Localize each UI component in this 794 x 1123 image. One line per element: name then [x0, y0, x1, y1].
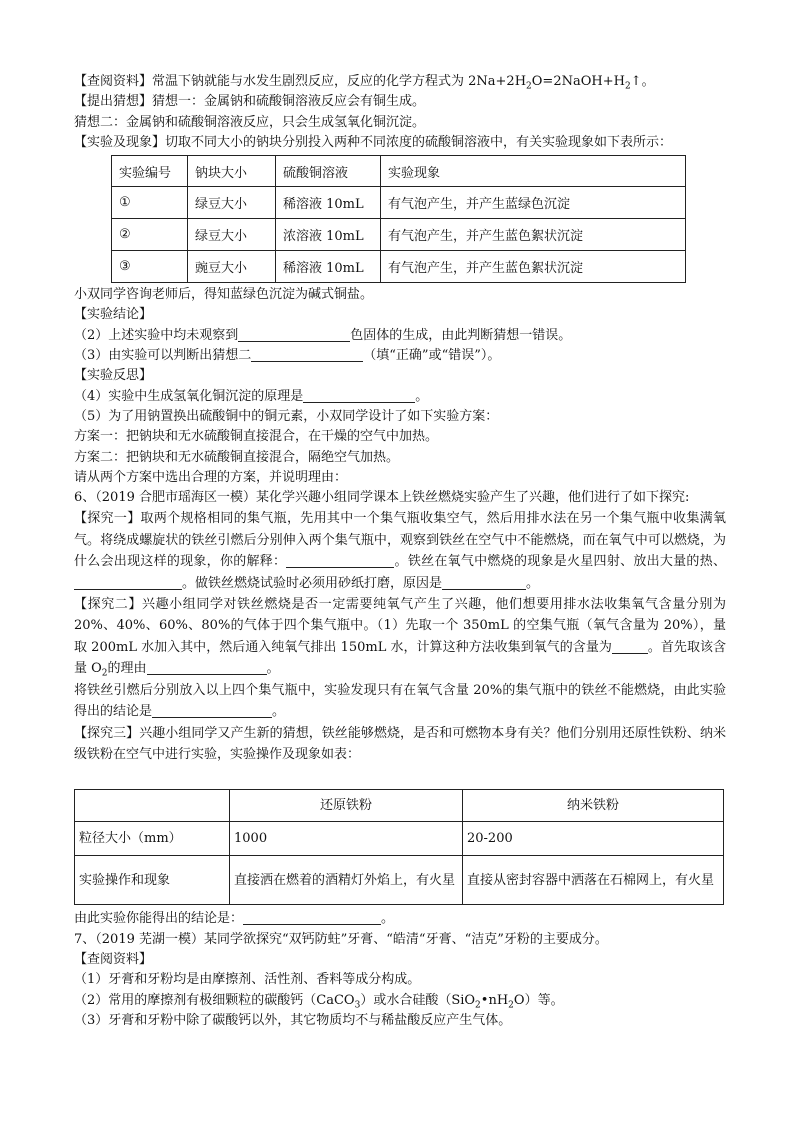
- q7-item-3: （3）牙膏和牙粉中除了碳酸钙以外，其它物质均不与稀盐酸反应产生气体。: [74, 1012, 512, 1028]
- table-header-cell: 钠块大小: [188, 156, 276, 187]
- table-cell: 直接洒在燃着的酒精灯外焰上，有火星: [230, 856, 463, 905]
- table-header-cell: 实验现象: [381, 156, 686, 187]
- explore-1: 【探究一】取两个规格相同的集气瓶，先用其中一个集气瓶收集空气，然后用排水法在另一个集气瓶中收集满氧气。将绕成螺旋状的铁丝引燃后分别伸入两个集气瓶中，观察到铁丝在空气中不能燃烧，而在氧气中可以燃烧，为什么会出现这样的现象，你的解释： 。铁丝在氧气中燃烧的现象是火星四射、放出大量的热、。做铁丝燃烧试验时必须用砂纸打磨，原因是 。: [74, 511, 726, 591]
- answer-blank[interactable]: [243, 910, 381, 925]
- document-page: [74, 72, 726, 1031]
- table-cell: 稀溶液 10mL: [276, 251, 381, 283]
- table-header-cell: 纳米铁粉: [463, 790, 724, 822]
- table-header-cell: 还原铁粉: [230, 790, 463, 822]
- q7-item-1: （1）牙膏和牙粉均是由摩擦剂、活性剂、香料等成分构成。: [74, 972, 421, 988]
- explore-2-result: 将铁丝引燃后分别放入以上四个集气瓶中，实验发现只有在氧气含量 20%的集气瓶中的铁丝不能燃烧，由此实验得出的结论是 。: [74, 682, 726, 720]
- table-cell: ②: [112, 219, 188, 251]
- answer-blank[interactable]: [612, 639, 648, 654]
- question-7-title: 7、（2019 芜湖一模）某同学欲探究“双钙防蛀”牙膏、“皓清“牙膏、“洁克”牙粉的主要成分。: [74, 931, 608, 947]
- table-row: [112, 251, 686, 283]
- table-cell: 有气泡产生，并产生蓝色絮状沉淀: [381, 251, 686, 283]
- explore-2: 【探究二】兴趣小组同学对铁丝燃烧是否一定需要纯氧气产生了兴趣，他们想要用排水法收集氧气含量分别为 20%、40%、60%、80%的气体于四个集气瓶中。（1）先取一个 350mL 的空集气瓶（氧气含量为 20%），量取 200mL 水加入其中，然后通入纯氧气排出 150mL 水，计算这种方法收集到氧气的含量为 。首先取该含量 $O_2$的理由 。: [74, 597, 726, 679]
- table-row: [75, 856, 724, 905]
- table-cell: 1000: [230, 822, 463, 856]
- table-header-row: [75, 790, 724, 822]
- answer-blank[interactable]: [286, 553, 394, 568]
- answer-blank[interactable]: [303, 388, 415, 403]
- table-header-cell: 硫酸铜溶液: [276, 156, 381, 187]
- table-cell: 粒径大小（mm）: [75, 822, 230, 856]
- reflection-heading: 【实验反思】: [74, 368, 153, 384]
- explore-3-conclusion: 由此实验你能得出的结论是： 。: [74, 911, 395, 927]
- hypothesis-1: 【提出猜想】猜想一：金属钠和硫酸铜溶液反应会有铜生成。: [74, 94, 426, 110]
- table-header-row: [112, 156, 686, 187]
- answer-blank[interactable]: [74, 575, 182, 590]
- table-cell: 绿豆大小: [188, 187, 276, 219]
- q7-lookup-heading: 【查阅资料】: [74, 951, 153, 967]
- table-row: [112, 187, 686, 219]
- table-cell: 稀溶液 10mL: [276, 187, 381, 219]
- table-row: [112, 219, 686, 251]
- table-cell: 有气泡产生，并产生蓝色絮状沉淀: [381, 219, 686, 251]
- plan-2: 方案二：把钠块和无水硫酸铜直接混合，隔绝空气加热。: [74, 449, 400, 465]
- table-cell: ③: [112, 251, 188, 283]
- experiment-table: [111, 155, 686, 283]
- question-5: （5）为了用钠置换出硫酸铜中的铜元素，小双同学设计了如下实验方案：: [74, 408, 499, 424]
- plan-1: 方案一：把钠块和无水硫酸铜直接混合，在干燥的空气中加热。: [74, 429, 439, 445]
- question-3: （3）由实验可以判断出猜想二 （填“正确”或“错误”）。: [74, 348, 501, 364]
- choose-plan: 请从两个方案中选出合理的方案，并说明理由：: [74, 469, 348, 485]
- hypothesis-2: 猜想二：金属钠和硫酸铜溶液反应，只会生成氢氧化铜沉淀。: [74, 114, 426, 130]
- table-cell: 直接从密封容器中洒落在石棉网上，有火星: [463, 856, 724, 905]
- explore-3: 【探究三】兴趣小组同学又产生新的猜想，铁丝能够燃烧，是否和可燃物本身有关？他们分别用还原性铁粉、纳米级铁粉在空气中进行实验，实验操作及现象如表：: [74, 725, 726, 762]
- table-cell: 20-200: [463, 822, 724, 856]
- lookup-paragraph: 【查阅资料】常温下钠就能与水发生剧烈反应，反应的化学方程式为 $2Na+2H_2O=2NaOH+H_2↑$。: [74, 74, 655, 92]
- answer-blank[interactable]: [442, 575, 526, 590]
- teacher-note: 小双同学咨询老师后，得知蓝绿色沉淀为碱式铜盐。: [74, 287, 374, 303]
- table-cell: 浓溶液 10mL: [276, 219, 381, 251]
- experiment-intro: 【实验及现象】切取不同大小的钠块分别投入两种不同浓度的硫酸铜溶液中，有关实验现象如下表所示：: [74, 134, 673, 150]
- table-cell: 绿豆大小: [188, 219, 276, 251]
- table-header-cell: 实验编号: [112, 156, 188, 187]
- question-2: （2）上述实验中均未观察到 色固体的生成，由此判断猜想一错误。: [74, 327, 572, 343]
- question-4: （4）实验中生成氢氧化铜沉淀的原理是 。: [74, 388, 429, 404]
- answer-blank[interactable]: [152, 703, 272, 718]
- table-cell: 有气泡产生，并产生蓝绿色沉淀: [381, 187, 686, 219]
- table-cell: ①: [112, 187, 188, 219]
- answer-blank[interactable]: [147, 660, 267, 675]
- answer-blank[interactable]: [251, 347, 363, 362]
- table-row: [75, 822, 724, 856]
- conclusion-heading: 【实验结论】: [74, 307, 153, 323]
- iron-powder-table: [74, 789, 724, 905]
- table-cell: 实验操作和现象: [75, 856, 230, 905]
- question-6-title: 6、（2019 合肥市瑶海区一模）某化学兴趣小组同学课本上铁丝燃烧实验产生了兴趣，他们进行了如下探究:: [74, 490, 690, 506]
- table-cell: 豌豆大小: [188, 251, 276, 283]
- answer-blank[interactable]: [238, 327, 350, 342]
- table-header-cell: [75, 790, 230, 822]
- q7-item-2: （2）常用的摩擦剂有极细颗粒的碳酸钙（CaCO$_3$）或水合硅酸$(SiO_2•nH_2O)$等。: [74, 992, 564, 1011]
